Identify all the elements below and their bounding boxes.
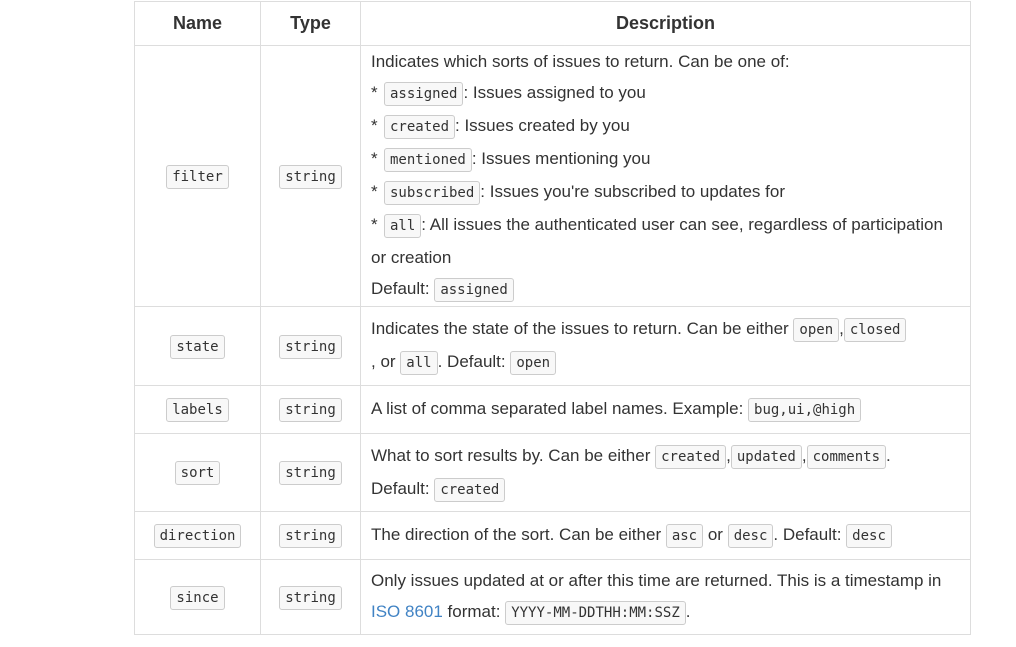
table-header-row xyxy=(135,2,971,46)
description-text: The direction of the sort. Can be either xyxy=(371,525,666,544)
header-type: Type xyxy=(261,2,361,46)
default-value: open xyxy=(510,351,556,375)
param-type-cell xyxy=(261,512,361,560)
param-type: string xyxy=(279,524,342,548)
default-line xyxy=(371,273,960,306)
bullet: * xyxy=(371,149,378,168)
param-name: direction xyxy=(154,524,242,548)
separator: , or xyxy=(371,352,401,371)
parameters-table xyxy=(134,1,971,635)
description-text: Indicates the state of the issues to return. Can be either xyxy=(371,319,794,338)
param-description xyxy=(361,307,971,386)
example-value: bug,ui,@high xyxy=(748,398,861,422)
bullet: * xyxy=(371,83,378,102)
default-label: Default: xyxy=(371,478,435,498)
param-name-cell xyxy=(135,386,261,434)
option-text: : Issues assigned to you xyxy=(463,83,646,102)
option-text: : Issues you're subscribed to updates for xyxy=(480,182,785,201)
param-name-cell xyxy=(135,560,261,635)
param-description xyxy=(361,512,971,560)
default-label: . Default: xyxy=(437,352,511,371)
bullet: * xyxy=(371,215,378,234)
param-type: string xyxy=(279,165,342,189)
option-value: assigned xyxy=(384,82,463,106)
option-text: : All issues the authenticated user can see, regardless of participation or creation xyxy=(371,215,943,267)
bullet: * xyxy=(371,116,378,135)
option-value: all xyxy=(384,214,421,238)
table-row xyxy=(135,512,971,560)
default-value: created xyxy=(434,478,505,502)
value-created: created xyxy=(655,445,726,469)
iso-8601-link[interactable]: ISO 8601 xyxy=(371,602,443,621)
option-value: mentioned xyxy=(384,148,472,172)
param-type-cell xyxy=(261,46,361,307)
param-name: filter xyxy=(166,165,229,189)
option-line xyxy=(371,209,960,273)
value-closed: closed xyxy=(844,318,907,342)
param-description xyxy=(361,46,971,307)
param-name: sort xyxy=(175,461,221,485)
option-line xyxy=(371,77,960,110)
param-type-cell xyxy=(261,560,361,635)
option-text: : Issues mentioning you xyxy=(471,149,651,168)
param-type: string xyxy=(279,335,342,359)
description-text: Only issues updated at or after this time are returned. This is a timestamp in xyxy=(371,571,942,590)
param-description xyxy=(361,560,971,635)
description-text: Indicates which sorts of issues to return. Can be one of: xyxy=(371,52,790,71)
table-row xyxy=(135,46,971,307)
option-text: : Issues created by you xyxy=(455,116,630,135)
header-description: Description xyxy=(361,2,971,46)
param-type-cell xyxy=(261,434,361,512)
param-name-cell xyxy=(135,512,261,560)
bullet: * xyxy=(371,182,378,201)
value-desc: desc xyxy=(728,524,774,548)
param-name-cell xyxy=(135,307,261,386)
table-row xyxy=(135,386,971,434)
table-row xyxy=(135,560,971,635)
param-name: since xyxy=(170,586,224,610)
header-name: Name xyxy=(135,2,261,46)
param-type: string xyxy=(279,461,342,485)
separator: or xyxy=(703,525,728,544)
value-all: all xyxy=(400,351,437,375)
param-type: string xyxy=(279,586,342,610)
param-name-cell xyxy=(135,46,261,307)
value-asc: asc xyxy=(666,524,703,548)
default-value: desc xyxy=(846,524,892,548)
separator: . xyxy=(886,445,891,465)
value-open: open xyxy=(793,318,839,342)
param-type-cell xyxy=(261,386,361,434)
option-line xyxy=(371,143,960,176)
value-comments: comments xyxy=(807,445,886,469)
param-name-cell xyxy=(135,434,261,512)
param-name: state xyxy=(170,335,224,359)
default-label: . Default: xyxy=(773,525,847,544)
separator: , xyxy=(801,445,807,465)
description-text: A list of comma separated label names. Example: xyxy=(371,399,749,418)
param-description xyxy=(361,386,971,434)
separator: . xyxy=(685,602,691,621)
param-type: string xyxy=(279,398,342,422)
param-description xyxy=(361,434,971,512)
table-row xyxy=(135,307,971,386)
option-line xyxy=(371,110,960,143)
option-value: created xyxy=(384,115,455,139)
default-label: Default: xyxy=(371,279,435,298)
option-line xyxy=(371,176,960,209)
param-type-cell xyxy=(261,307,361,386)
value-updated: updated xyxy=(731,445,802,469)
description-text: format: xyxy=(442,602,506,621)
description-text: What to sort results by. Can be either xyxy=(371,445,656,465)
option-value: subscribed xyxy=(384,181,480,205)
format-value: YYYY-MM-DDTHH:MM:SSZ xyxy=(505,601,686,625)
table-row xyxy=(135,434,971,512)
param-name: labels xyxy=(166,398,229,422)
separator: , xyxy=(726,445,731,465)
separator: , xyxy=(839,319,844,338)
default-value: assigned xyxy=(434,278,513,302)
